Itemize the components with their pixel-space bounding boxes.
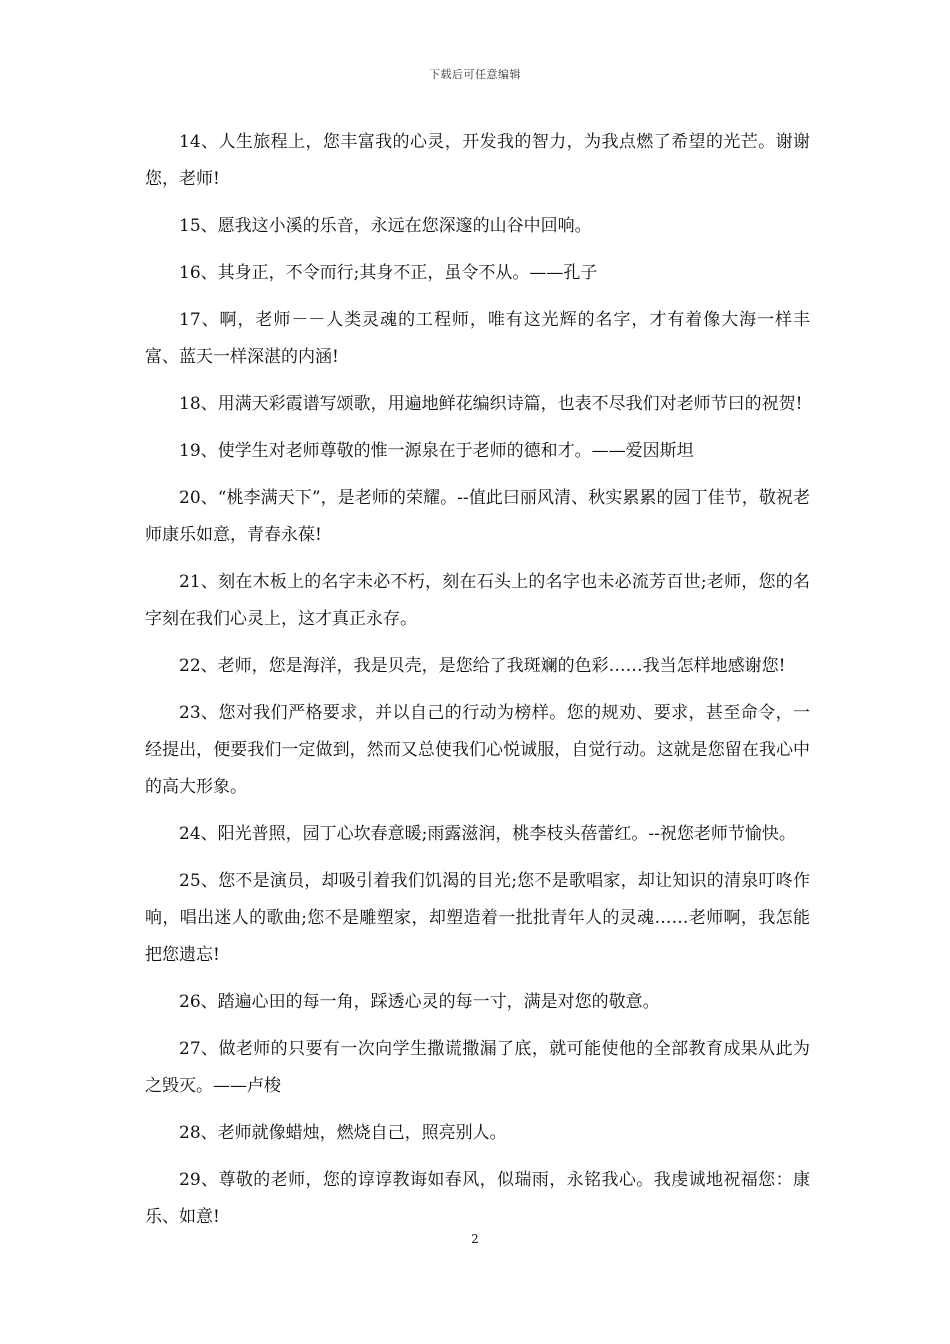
paragraph-27: 27、做老师的只要有一次向学生撒谎撒漏了底，就可能使他的全部教育成果从此为之毁灭。——卢梭 [145,1039,810,1096]
paragraph-15: 15、愿我这小溪的乐音，永远在您深邃的山谷中回响。 [179,216,592,236]
paragraph-28: 28、老师就像蜡烛，燃烧自己，照亮别人。 [179,1123,507,1143]
paragraph-23: 23、您对我们严格要求，并以自己的行动为榜样。您的规劝、要求，甚至命令，一经提出，便要我们一定做到，然而又总使我们心悦诚服，自觉行动。这就是您留在我心中的高大形象。 [145,703,810,797]
paragraph-26: 26、踏遍心田的每一角，踩透心灵的每一寸，满是对您的敬意。 [179,992,660,1012]
page-number: 2 [471,1232,479,1246]
paragraph-19: 19、使学生对老师尊敬的惟一源泉在于老师的德和才。——爱因斯坦 [179,441,694,461]
paragraph-29: 29、尊敬的老师，您的谆谆教诲如春风，似瑞雨，永铭我心。我虔诚地祝福您：康乐、如意! [145,1170,810,1227]
paragraph-16: 16、其身正，不令而行;其身不正，虽令不从。——孔子 [179,263,598,283]
paragraph-14: 14、人生旅程上，您丰富我的心灵，开发我的智力，为我点燃了希望的光芒。谢谢您，老师! [145,132,810,189]
paragraph-21: 21、刻在木板上的名字未必不朽，刻在石头上的名字也未必流芳百世;老师，您的名字刻在我们心灵上，这才真正永存。 [145,572,810,629]
paragraph-18: 18、用满天彩霞谱写颂歌，用遍地鲜花编织诗篇，也表不尽我们对老师节曰的祝贺! [179,394,803,414]
document-body [145,124,810,1246]
paragraph-17: 17、啊，老师－－人类灵魂的工程师，唯有这光辉的名字，才有着像大海一样丰富、蓝天一样深湛的内涵! [145,310,810,367]
paragraph-24: 24、阳光普照，园丁心坎春意暖;雨露滋润，桃李枝头蓓蕾红。--祝您老师节愉快。 [179,824,796,844]
page-header: 下载后可任意编辑 [429,68,521,81]
paragraph-20: 20、“桃李满天下”，是老师的荣耀。--值此曰丽风清、秋实累累的园丁佳节，敬祝老师康乐如意，青春永葆! [145,488,810,545]
paragraph-22: 22、老师，您是海洋，我是贝壳，是您给了我斑斓的色彩……我当怎样地感谢您! [179,656,786,676]
paragraph-25: 25、您不是演员，却吸引着我们饥渴的目光;您不是歌唱家，却让知识的清泉叮咚作响，唱出迷人的歌曲;您不是雕塑家，却塑造着一批批青年人的灵魂……老师啊，我怎能把您遗忘! [145,871,810,965]
